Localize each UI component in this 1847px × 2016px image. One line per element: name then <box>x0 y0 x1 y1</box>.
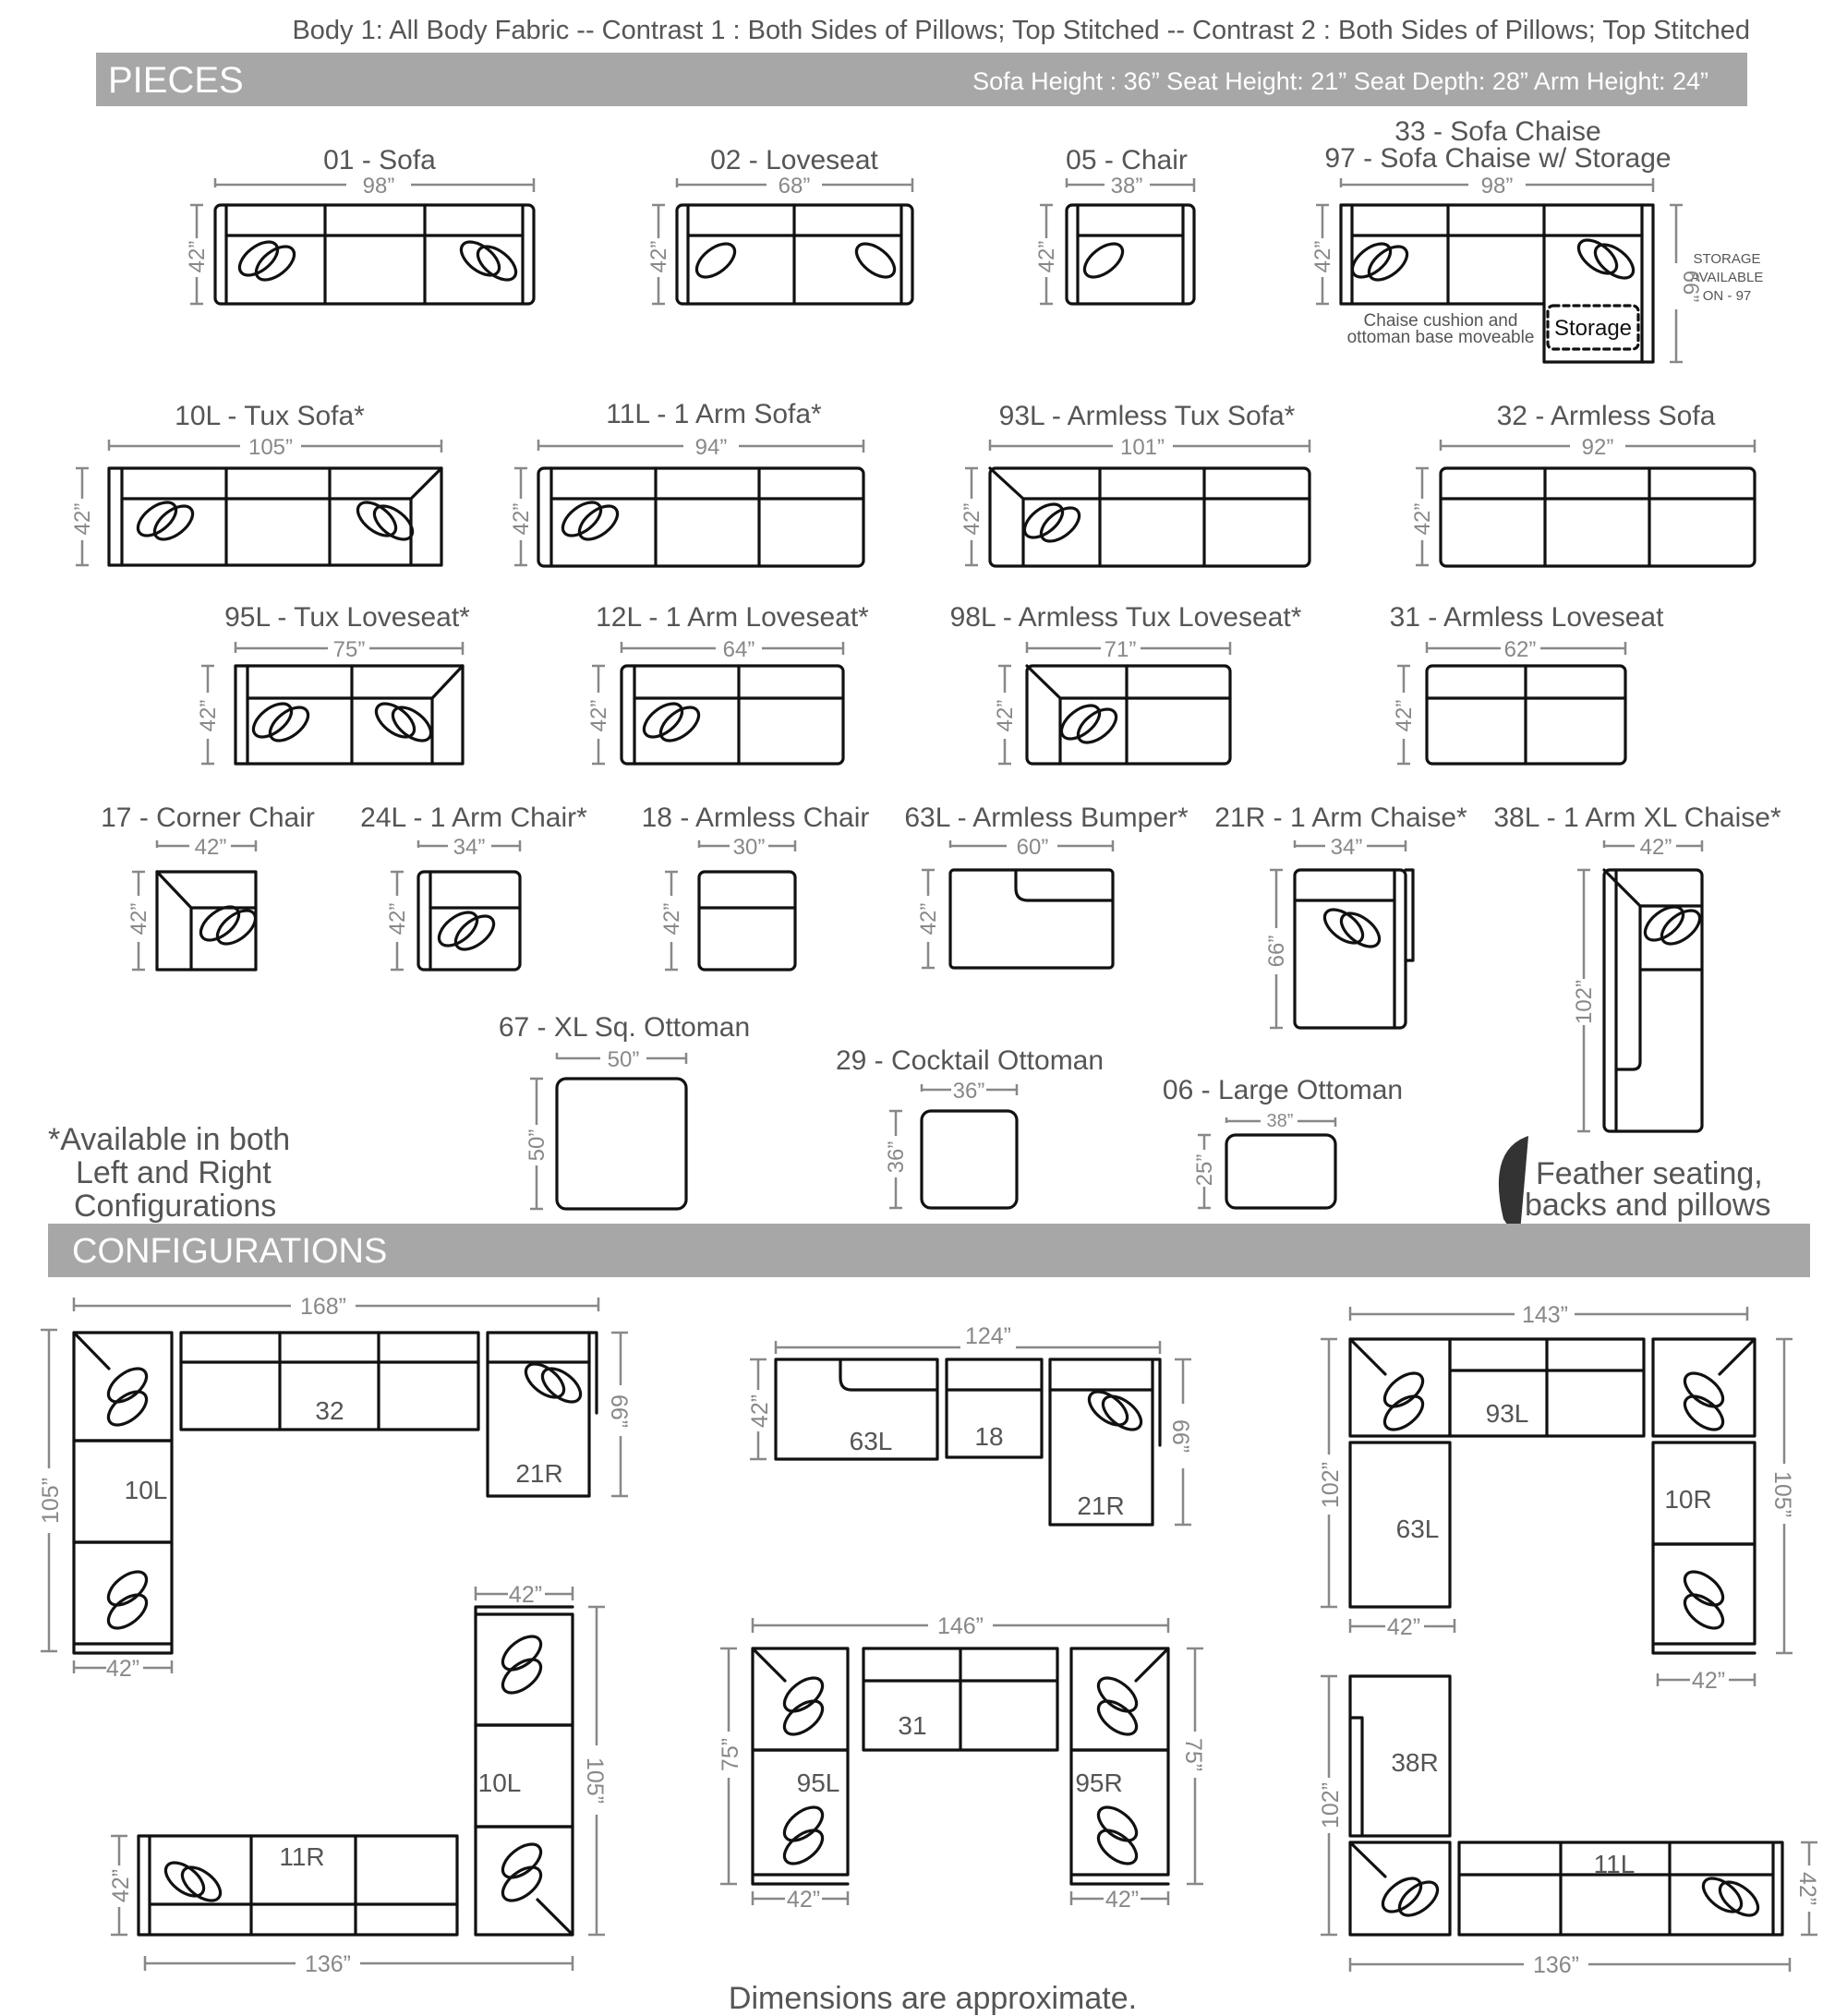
dim-label: 34” <box>453 835 486 860</box>
piece-11l-1-arm-sofa <box>538 468 863 566</box>
config-label: 11R <box>279 1842 325 1871</box>
dim-label: 66” <box>606 1394 632 1429</box>
dim-label: 168” <box>299 1294 347 1320</box>
config-label: 93L <box>1485 1399 1529 1428</box>
availability-note: *Available in both <box>48 1122 291 1157</box>
dim-label: 66” <box>1264 935 1289 968</box>
piece-10l-tux-sofa <box>109 468 441 565</box>
configurations-title: CONFIGURATIONS <box>72 1232 388 1271</box>
dim-label: 71” <box>1104 637 1137 662</box>
piece-02-loveseat <box>677 205 912 304</box>
seat-specs: Sofa Height : 36” Seat Height: 21” Seat Depth: 28” Arm Height: 24” <box>972 67 1708 95</box>
piece-29-ottoman <box>922 1111 1017 1208</box>
dim-label: 92” <box>1581 435 1614 460</box>
dim-label: 98” <box>362 174 395 199</box>
piece-21r-1-arm-chaise <box>1295 870 1413 1028</box>
dim-label: 64” <box>722 637 755 662</box>
storage-note: ON - 97 <box>1702 288 1752 304</box>
config-label: 21R <box>1077 1491 1125 1520</box>
dim-label: 102” <box>1318 1781 1344 1829</box>
dim-label: 42” <box>385 902 410 936</box>
config-label: 21R <box>515 1459 563 1488</box>
config-label: 10L <box>477 1769 522 1797</box>
config-label: 63L <box>849 1427 893 1455</box>
cushion-note: ottoman base moveable <box>1346 328 1535 347</box>
dim-label: 25” <box>1192 1153 1217 1187</box>
config-label: 31 <box>898 1711 927 1740</box>
dim-label: 143” <box>1521 1302 1569 1328</box>
piece-name: 38L - 1 Arm XL Chaise* <box>1493 803 1781 833</box>
piece-name: 05 - Chair <box>1066 145 1188 175</box>
dim-label: 42” <box>646 240 671 273</box>
config-label: 10L <box>124 1476 168 1504</box>
piece-name: 98L - Armless Tux Loveseat* <box>949 602 1302 633</box>
piece-name: 95L - Tux Loveseat* <box>224 602 470 633</box>
storage-note: AVAILABLE <box>1690 270 1764 285</box>
dim-label: 34” <box>1330 835 1363 860</box>
dim-label: 60” <box>1016 835 1049 860</box>
piece-93l-armless-tux-sofa <box>990 468 1310 566</box>
piece-name: 18 - Armless Chair <box>641 803 870 833</box>
dim-label: 42” <box>1691 1668 1726 1694</box>
piece-name: 10L - Tux Sofa* <box>175 401 365 431</box>
piece-name: 63L - Armless Bumper* <box>904 803 1189 833</box>
dim-label: 50” <box>607 1047 640 1072</box>
piece-name: 97 - Sofa Chaise w/ Storage <box>1324 143 1672 174</box>
dim-label: 50” <box>525 1129 549 1162</box>
piece-name: 32 - Armless Sofa <box>1496 401 1716 431</box>
footer-note: Dimensions are approximate. <box>728 1981 1138 2016</box>
dim-label: 94” <box>694 435 728 460</box>
piece-67-ottoman <box>557 1079 686 1209</box>
dim-label: 101” <box>1119 435 1165 460</box>
piece-38l-1-arm-xl-chaise <box>1604 870 1706 1131</box>
piece-01-sofa <box>215 205 534 304</box>
piece-24l-1-arm-chair <box>418 872 520 970</box>
dim-label: 68” <box>778 174 811 199</box>
dim-label: 105” <box>247 435 294 460</box>
dim-label: 75” <box>718 1737 743 1772</box>
config-label: 10R <box>1664 1485 1712 1514</box>
dim-label: 42” <box>586 699 611 732</box>
piece-name: 21R - 1 Arm Chaise* <box>1214 803 1467 833</box>
dim-label: 42” <box>1410 502 1435 536</box>
piece-name: 31 - Armless Loveseat <box>1389 602 1664 633</box>
dim-label: 105” <box>1769 1470 1795 1518</box>
dim-label: 66” <box>1167 1418 1193 1454</box>
dim-label: 30” <box>732 835 766 860</box>
storage-label: Storage <box>1553 316 1633 341</box>
dim-label: 98” <box>1480 174 1514 199</box>
config-5 <box>753 1648 1168 1884</box>
availability-note: Left and Right <box>76 1155 272 1190</box>
dim-label: 124” <box>964 1323 1012 1349</box>
dim-label: 42” <box>916 902 941 936</box>
dim-label: 42” <box>194 835 227 860</box>
dim-label: 36” <box>884 1141 909 1174</box>
piece-06-ottoman <box>1226 1135 1335 1208</box>
dim-label: 36” <box>952 1079 985 1104</box>
piece-name: 24L - 1 Arm Chair* <box>360 803 587 833</box>
piece-name: 67 - XL Sq. Ottoman <box>498 1012 751 1043</box>
piece-18-armless-chair <box>699 872 795 970</box>
piece-name: 02 - Loveseat <box>710 145 878 175</box>
piece-name: 11L - 1 Arm Sofa* <box>606 399 822 429</box>
dim-label: 42” <box>1392 699 1417 732</box>
dim-label: 75” <box>332 637 366 662</box>
piece-name: 17 - Corner Chair <box>101 803 315 833</box>
dim-label: 42” <box>185 240 210 273</box>
dim-label: 102” <box>1318 1461 1344 1509</box>
dim-label: 105” <box>582 1756 608 1805</box>
dim-label: 105” <box>38 1477 64 1525</box>
feather-note: backs and pillows <box>1525 1188 1771 1223</box>
piece-12l-1-arm-loveseat <box>622 666 843 764</box>
dim-label: 42” <box>1105 1887 1140 1913</box>
dim-label: 42” <box>1034 240 1059 273</box>
piece-name: 33 - Sofa Chaise <box>1394 116 1601 147</box>
fabric-note: Body 1: All Body Fabric -- Contrast 1 : Both Sides of Pillows; Top Stitched -- Contrast 2 : Both Sides of Pillows; Top Stitched <box>292 16 1750 45</box>
dim-label: 42” <box>70 502 95 536</box>
piece-name: 01 - Sofa <box>323 145 436 175</box>
dim-label: 38” <box>1110 174 1143 199</box>
config-label: 32 <box>315 1396 344 1425</box>
config-label: 95R <box>1075 1769 1123 1797</box>
dim-label: 42” <box>960 502 984 536</box>
dim-label: 42” <box>108 1868 134 1903</box>
piece-name: 12L - 1 Arm Loveseat* <box>596 602 869 633</box>
config-label: 18 <box>974 1422 1004 1451</box>
dim-label: 42” <box>509 502 534 536</box>
piece-17-corner-chair <box>157 872 261 970</box>
dim-label: 42” <box>508 1582 543 1608</box>
piece-name: 93L - Armless Tux Sofa* <box>998 401 1296 431</box>
dim-label: 102” <box>1572 979 1597 1025</box>
piece-name: 06 - Large Ottoman <box>1162 1075 1404 1105</box>
dim-label: 42” <box>1386 1614 1421 1640</box>
dim-label: 62” <box>1503 637 1537 662</box>
dim-label: 42” <box>1639 835 1672 860</box>
dim-label: 42” <box>1794 1871 1820 1906</box>
config-label: 38R <box>1391 1748 1439 1777</box>
piece-31-armless-loveseat <box>1427 666 1625 764</box>
availability-note: Configurations <box>74 1189 277 1224</box>
dim-label: 136” <box>1532 1952 1580 1978</box>
dim-label: 146” <box>936 1613 984 1639</box>
piece-32-armless-sofa <box>1441 468 1755 566</box>
piece-05-chair <box>1067 205 1194 304</box>
piece-name: 29 - Cocktail Ottoman <box>835 1045 1105 1076</box>
dim-label: 42” <box>993 699 1018 732</box>
config-6 <box>1350 1676 1782 1935</box>
piece-98l-armless-tux-loveseat <box>1027 666 1230 764</box>
config-label: 95L <box>796 1769 840 1797</box>
dim-label: 42” <box>196 699 221 732</box>
dim-label: 136” <box>304 1951 352 1977</box>
config-label: 63L <box>1395 1515 1440 1543</box>
piece-63l-armless-bumper <box>950 870 1113 968</box>
pieces-title: PIECES <box>108 60 244 101</box>
dim-label: 42” <box>105 1656 140 1682</box>
dim-label: 66” <box>1678 270 1703 303</box>
dim-label: 42” <box>786 1887 821 1913</box>
piece-95l-tux-loveseat <box>235 666 463 764</box>
dim-label: 42” <box>1310 240 1335 273</box>
dim-label: 42” <box>659 902 684 936</box>
dim-label: 38” <box>1266 1111 1294 1131</box>
feather-note: Feather seating, <box>1536 1156 1763 1191</box>
dim-label: 42” <box>127 902 151 936</box>
dim-label: 42” <box>747 1394 773 1429</box>
config-label: 11L <box>1593 1850 1636 1878</box>
storage-note: STORAGE <box>1693 251 1761 267</box>
dim-label: 75” <box>1180 1737 1206 1772</box>
cushion-note: Chaise cushion and <box>1363 311 1518 331</box>
